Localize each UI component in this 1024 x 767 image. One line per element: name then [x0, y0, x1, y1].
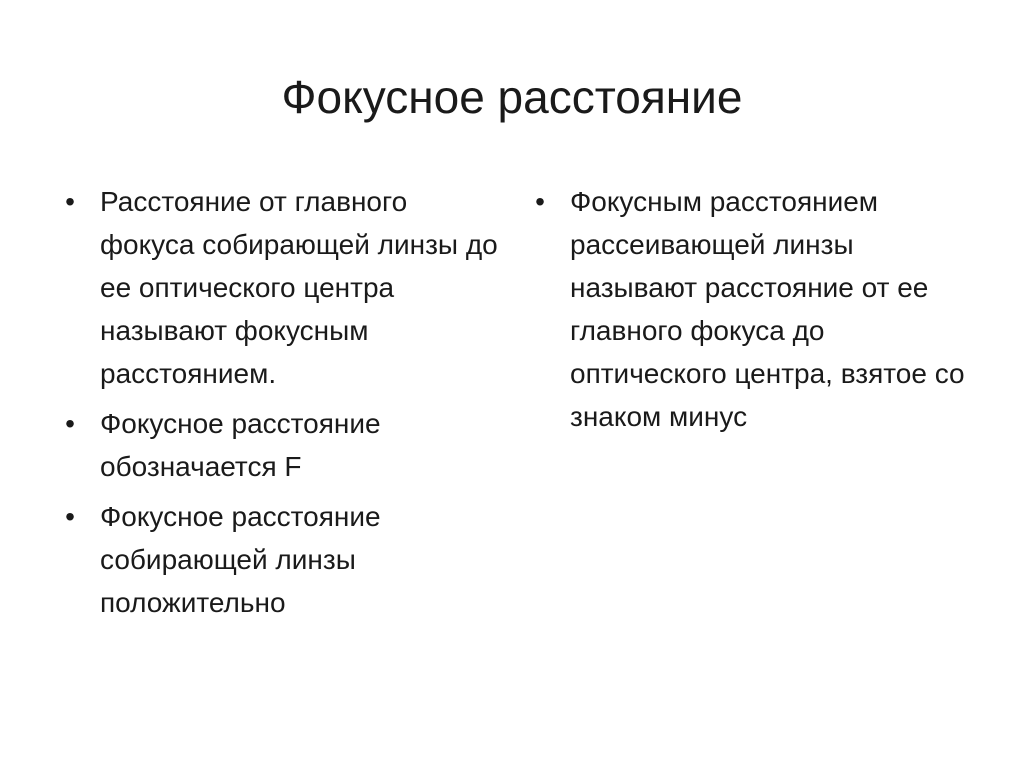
bullet-text: Фокусное расстояние обозначается F — [100, 408, 381, 482]
bullet-dot-icon: • — [65, 501, 75, 532]
bullet-text: Фокусное расстояние собирающей линзы положительно — [100, 501, 381, 618]
bullet-dot-icon: • — [65, 408, 75, 439]
bullet-item — [56, 180, 506, 395]
bullet-item — [56, 402, 506, 488]
bullet-item — [56, 495, 506, 624]
right-bullet-list — [526, 180, 966, 445]
bullet-item — [526, 180, 966, 438]
bullet-dot-icon: • — [65, 186, 75, 217]
slide-title: Фокусное расстояние — [281, 71, 743, 123]
left-bullet-list — [56, 180, 506, 631]
bullet-text: Фокусным расстоянием рассеивающей линзы называют расстояние от ее главного фокуса до оптического центра, взятое со знаком минус — [570, 186, 965, 432]
bullet-text: Расстояние от главного фокуса собирающей линзы до ее оптического центра называют фокусным расстоянием. — [100, 186, 498, 389]
bullet-dot-icon: • — [535, 186, 545, 217]
